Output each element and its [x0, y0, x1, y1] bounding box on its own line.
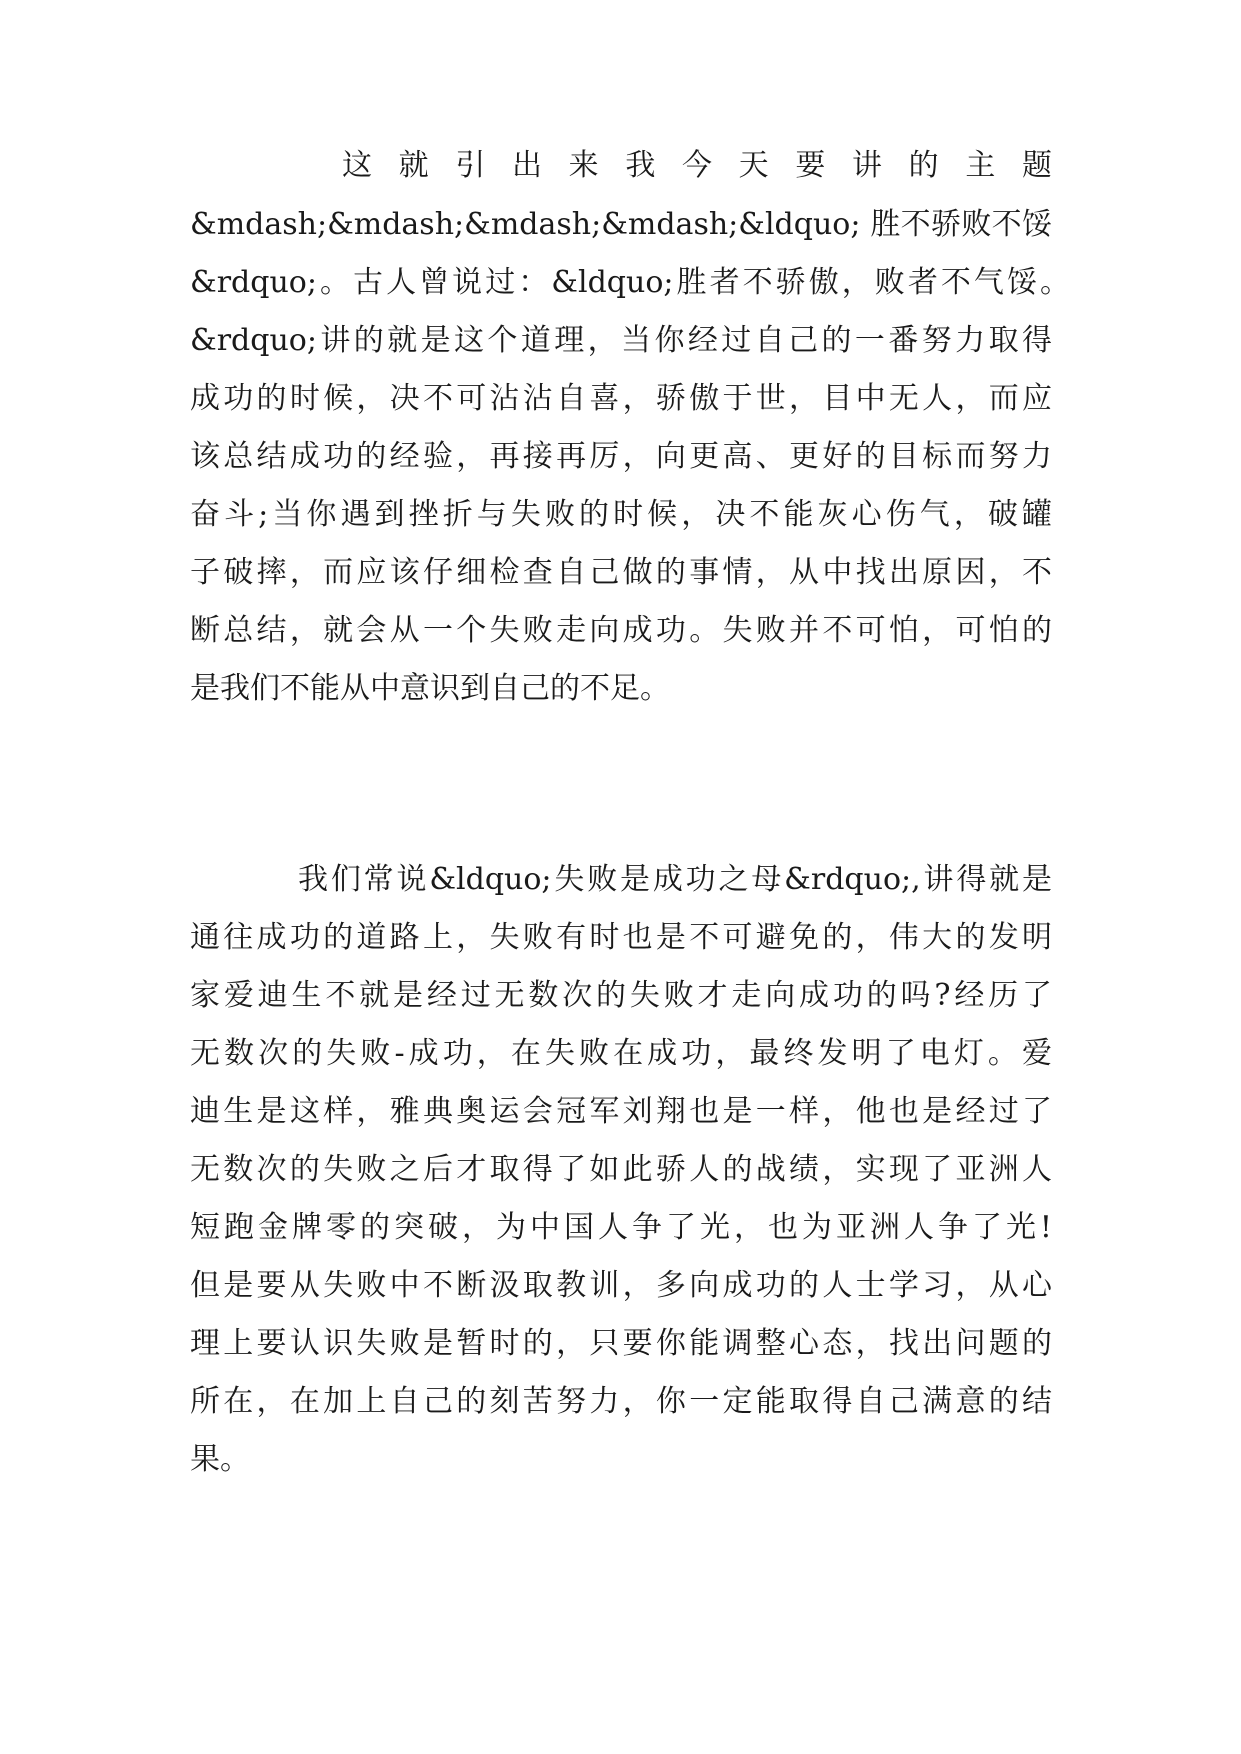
text-line: 无数次的失败-成功，在失败在成功，最终发明了电灯。爱 — [190, 1036, 1052, 1071]
text-line: 但是要从失败中不断汲取教训，多向成功的人士学习，从心 — [190, 1268, 1052, 1303]
text-line: 所在，在加上自己的刻苦努力，你一定能取得自己满意的结 — [190, 1384, 1052, 1419]
text-line: 断总结，就会从一个失败走向成功。失败并不可怕，可怕的 — [190, 613, 1052, 648]
text-line: 理上要认识失败是暂时的，只要你能调整心态，找出问题的 — [190, 1326, 1052, 1361]
text-line: &rdquo;讲的就是这个道理，当你经过自己的一番努力取得 — [190, 323, 1052, 358]
text-line: 家爱迪生不就是经过无数次的失败才走向成功的吗?经历了 — [190, 978, 1052, 1013]
text-line: 迪生是这样，雅典奥运会冠军刘翔也是一样，他也是经过了 — [190, 1094, 1052, 1129]
text-line: 该总结成功的经验，再接再厉，向更高、更好的目标而努力 — [190, 439, 1052, 474]
text-line: 通往成功的道路上，失败有时也是不可避免的，伟大的发明 — [190, 920, 1052, 955]
text-line: 子破摔，而应该仔细检查自己做的事情，从中找出原因，不 — [190, 555, 1052, 590]
text-line: 是我们不能从中意识到自己的不足。 — [190, 671, 670, 706]
text-line: 无数次的失败之后才取得了如此骄人的战绩，实现了亚洲人 — [190, 1152, 1052, 1187]
text-line: 这就引出来我今天要讲的主题 — [342, 148, 1052, 183]
text-line: &rdquo;。古人曾说过：&ldquo;胜者不骄傲，败者不气馁。 — [190, 265, 1070, 300]
text-line: 短跑金牌零的突破，为中国人争了光，也为亚洲人争了光! — [190, 1210, 1052, 1245]
text-line: &mdash;&mdash;&mdash;&mdash;&ldquo; 胜不骄败不馁 — [190, 207, 1052, 242]
text-line: 我们常说&ldquo;失败是成功之母&rdquo;,讲得就是 — [298, 862, 1052, 897]
text-line: 奋斗;当你遇到挫折与失败的时候，决不能灰心伤气，破罐 — [190, 497, 1052, 532]
text-line: 果。 — [190, 1442, 250, 1477]
text-line: 成功的时候，决不可沾沾自喜，骄傲于世，目中无人，而应 — [190, 381, 1052, 416]
